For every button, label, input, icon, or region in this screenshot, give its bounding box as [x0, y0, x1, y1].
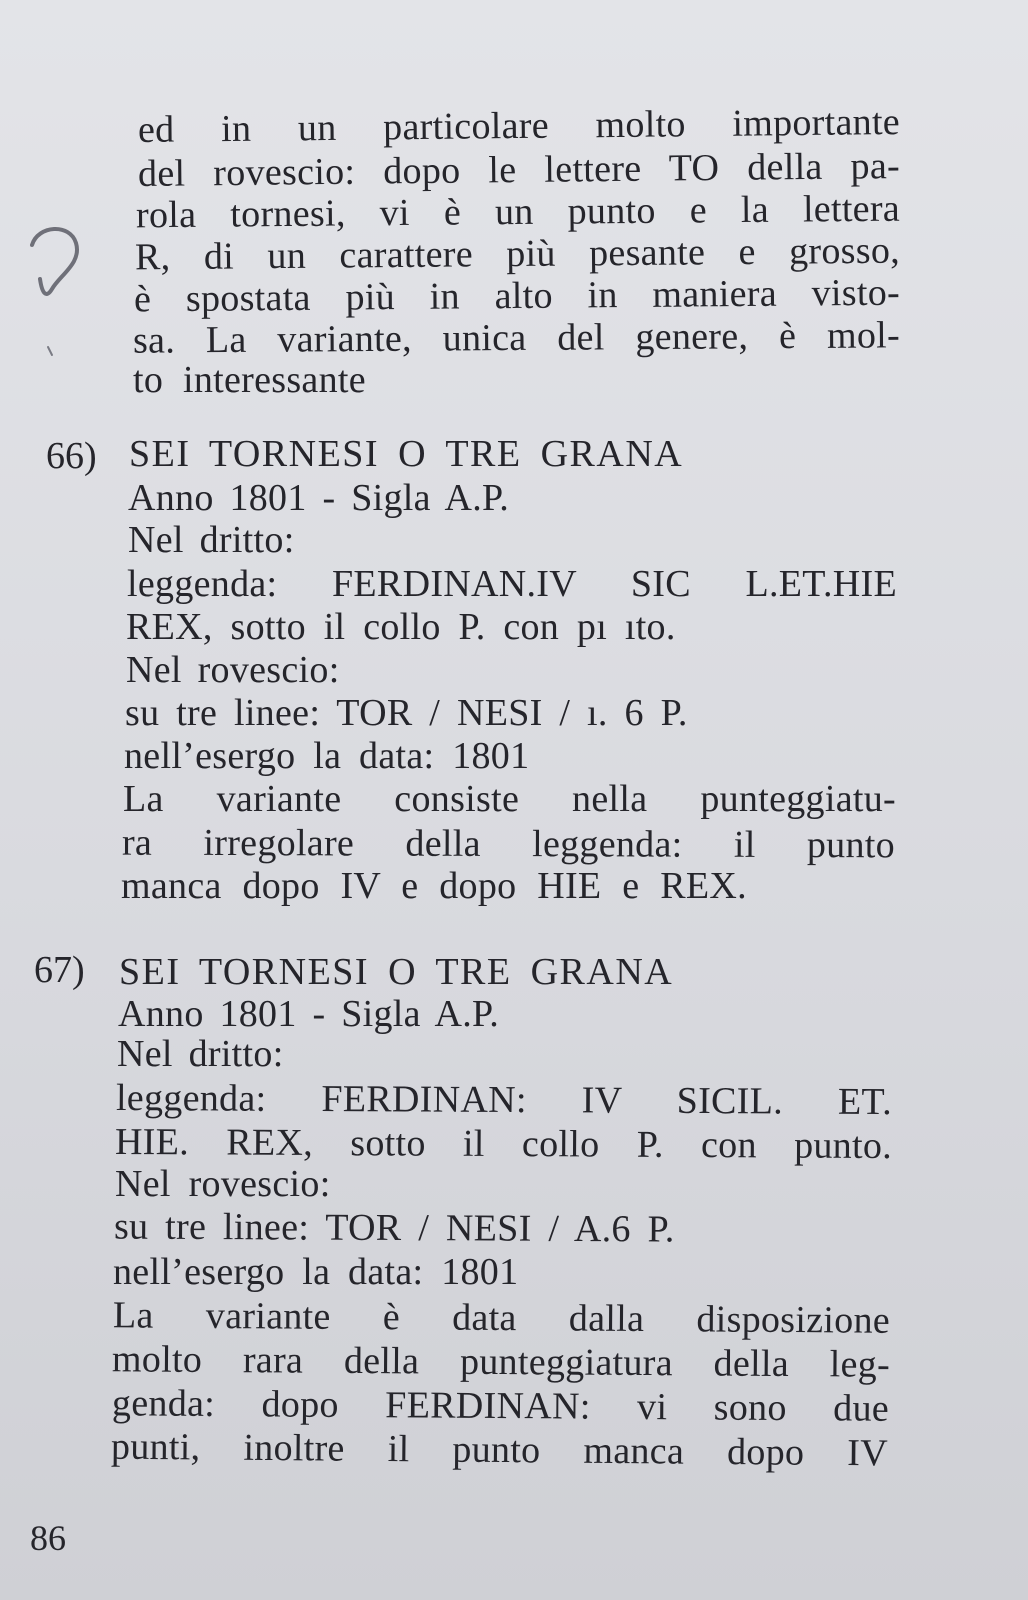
text-line: to interessante — [133, 359, 366, 401]
entry-title: SEI TORNESI O TRE GRANA — [129, 433, 684, 475]
text-line: manca dopo IV e dopo HIE e REX. — [121, 865, 747, 907]
text-line: Nel rovescio: — [115, 1163, 331, 1205]
text-line: REX, sotto il collo P. con pı ıto. — [126, 606, 676, 648]
text-line: punti, inoltre il punto manca dopo IV — [110, 1425, 889, 1475]
text-line: leggenda: FERDINAN: IV SICIL. ET. — [115, 1076, 893, 1124]
text-line: La variante consiste nella punteggiatu- — [123, 778, 896, 820]
text-line: La variante è data dalla disposizione — [112, 1294, 891, 1342]
text-line: su tre linee: TOR / NESI / A.6 P. — [113, 1205, 675, 1251]
text-line: su tre linee: TOR / NESI / ı. 6 P. — [125, 692, 688, 734]
pencil-question-mark-annotation — [18, 215, 88, 365]
text-line: HIE. REX, sotto il collo P. con punto. — [114, 1120, 893, 1168]
text-line: genda: dopo FERDINAN: vi sono due — [111, 1382, 890, 1430]
text-line: è spostata più in alto in maniera visto- — [133, 271, 901, 321]
text-line: Nel dritto: — [128, 519, 295, 561]
entry-number: 67) — [34, 949, 85, 991]
page-number: 86 — [30, 1518, 66, 1558]
text-line: molto rara della punteggiatura della leg- — [111, 1338, 891, 1386]
text-line: nell’esergo la data: 1801 — [113, 1251, 519, 1293]
entry-number: 66) — [46, 435, 97, 477]
text-line: Anno 1801 - Sigla A.P. — [128, 477, 510, 519]
text-line: Nel rovescio: — [126, 649, 340, 691]
text-line: R, di un carattere più pesante e grosso, — [134, 229, 901, 279]
text-line: ed in un particolare molto importante — [137, 101, 901, 151]
text-line: Nel dritto: — [117, 1033, 284, 1075]
text-line: Anno 1801 - Sigla A.P. — [118, 993, 500, 1035]
text-line: del rovescio: dopo le lettere TO della pa- — [137, 145, 901, 195]
text-line: ra irregolare della leggenda: il punto — [121, 821, 896, 867]
text-line: leggenda: FERDINAN.IV SIC L.ET.HIE — [127, 563, 897, 605]
text-line: nell’esergo la data: 1801 — [124, 735, 530, 777]
text-line: sa. La variante, unica del genere, è mol- — [132, 314, 901, 362]
entry-title: SEI TORNESI O TRE GRANA — [119, 951, 674, 993]
text-line: rola tornesi, vi è un punto e la lettera — [135, 187, 901, 237]
